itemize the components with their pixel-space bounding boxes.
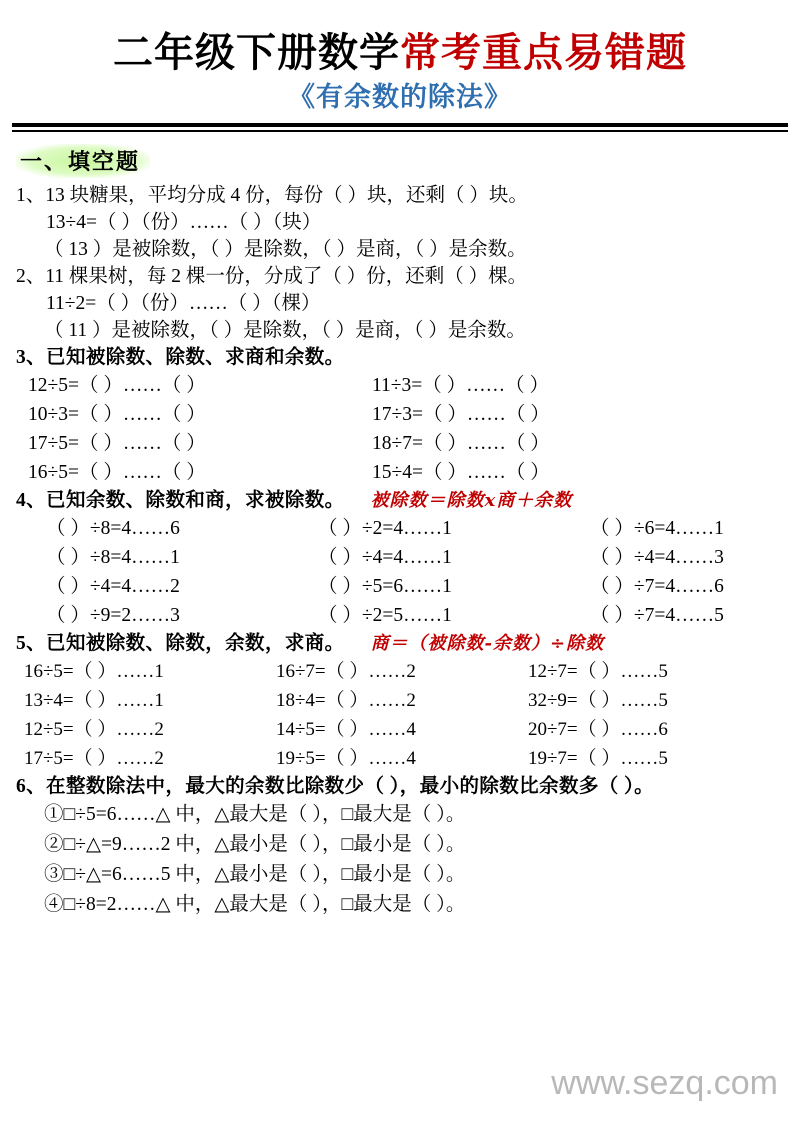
equation-cell: （ ）÷2=4……1 xyxy=(318,518,452,540)
question-3-heading: 3、已知被除数、除数、求商和余数。 xyxy=(16,347,345,369)
equation-cell: 32÷9=（ ）……5 xyxy=(528,690,668,712)
question-1-line-2: 13÷4=（ ）（份）……（ ）（块） xyxy=(46,212,322,234)
question-6-item-4: ④□÷8=2……△ 中，△最大是（ ），□最大是（ ）。 xyxy=(44,894,466,916)
equation-cell: （ ）÷9=2……3 xyxy=(46,605,180,627)
title-block xyxy=(0,0,800,114)
table-row xyxy=(28,371,800,400)
equation-cell: （ ）÷7=4……6 xyxy=(590,576,724,598)
question-5-heading: 5、已知被除数、除数，余数，求商。 xyxy=(16,633,345,655)
equation-cell: （ ）÷2=5……1 xyxy=(318,605,452,627)
question-4-formula-note: 被除数＝除数x商＋余数 xyxy=(370,490,573,512)
equation-cell: 16÷5=（ ）……（ ） xyxy=(28,462,206,484)
equation-cell: 20÷7=（ ）……6 xyxy=(528,719,668,741)
equation-cell: 19÷5=（ ）……4 xyxy=(276,748,416,770)
equation-cell: （ ）÷5=6……1 xyxy=(318,576,452,598)
question-2-line-3: （ 11 ）是被除数，（ ）是除数，（ ）是商，（ ）是余数。 xyxy=(44,320,526,342)
question-6-heading: 6、在整数除法中，最大的余数比除数少（ ），最小的除数比余数多（ ）。 xyxy=(16,776,655,798)
equation-cell: 18÷4=（ ）……2 xyxy=(276,690,416,712)
equation-cell: 17÷5=（ ）……（ ） xyxy=(28,433,206,455)
table-row xyxy=(24,657,800,686)
equation-cell: （ ）÷4=4……3 xyxy=(590,547,724,569)
equation-cell: （ ）÷4=4……1 xyxy=(318,547,452,569)
table-row xyxy=(24,744,800,773)
header-divider xyxy=(12,123,788,132)
table-row xyxy=(28,458,800,487)
table-row xyxy=(28,400,800,429)
table-row xyxy=(46,543,800,572)
question-6-item-3: ③□÷△=6……5 中，△最小是（ ），□最小是（ ）。 xyxy=(44,864,466,886)
section-heading-fill-in-blanks: 一、填空题 xyxy=(16,144,150,178)
equation-cell: 10÷3=（ ）……（ ） xyxy=(28,404,206,426)
question-6-item-1: ①□÷5=6……△ 中，△最大是（ ），□最大是（ ）。 xyxy=(44,804,466,826)
question-5-formula-note: 商＝（被除数-余数）÷除数 xyxy=(370,633,605,655)
equation-cell: 12÷5=（ ）……（ ） xyxy=(28,375,206,397)
equation-cell: 16÷5=（ ）……1 xyxy=(24,661,164,683)
equation-cell: 11÷3=（ ）……（ ） xyxy=(372,375,549,397)
equation-cell: （ ）÷8=4……1 xyxy=(46,547,180,569)
question-1-line-3: （ 13 ）是被除数，（ ）是除数，（ ）是商，（ ）是余数。 xyxy=(44,239,527,261)
table-row xyxy=(46,601,800,630)
question-4-heading: 4、已知余数、除数和商，求被除数。 xyxy=(16,490,345,512)
question-2-line-1: 2、11 棵果树，每 2 棵一份，分成了（ ）份，还剩（ ）棵。 xyxy=(16,266,528,288)
equation-cell: 17÷5=（ ）……2 xyxy=(24,748,164,770)
equation-cell: （ ）÷7=4……5 xyxy=(590,605,724,627)
table-row xyxy=(24,686,800,715)
page-title xyxy=(0,30,800,76)
equation-cell: （ ）÷4=4……2 xyxy=(46,576,180,598)
equation-cell: 18÷7=（ ）……（ ） xyxy=(372,433,550,455)
section-heading-wrap xyxy=(0,132,800,182)
question-4-heading-row xyxy=(16,487,800,514)
equation-cell: 15÷4=（ ）……（ ） xyxy=(372,462,550,484)
site-watermark: www.sezq.com xyxy=(551,1064,778,1102)
question-3-grid xyxy=(28,371,800,487)
table-row xyxy=(24,715,800,744)
table-row xyxy=(46,514,800,543)
equation-cell: 17÷3=（ ）……（ ） xyxy=(372,404,550,426)
equation-cell: 12÷7=（ ）……5 xyxy=(528,661,668,683)
question-1-line-1: 1、13 块糖果，平均分成 4 份，每份（ ）块，还剩（ ）块。 xyxy=(16,185,528,207)
table-row xyxy=(46,572,800,601)
question-5-grid xyxy=(24,657,800,773)
page-subtitle: 《有余数的除法》 xyxy=(288,82,512,113)
equation-cell: （ ）÷6=4……1 xyxy=(590,518,724,540)
equation-cell: 14÷5=（ ）……4 xyxy=(276,719,416,741)
question-2-line-2: 11÷2=（ ）（份）……（ ）（棵） xyxy=(46,293,321,315)
table-row xyxy=(28,429,800,458)
question-4-grid xyxy=(46,514,800,630)
equation-cell: 12÷5=（ ）……2 xyxy=(24,719,164,741)
equation-cell: 13÷4=（ ）……1 xyxy=(24,690,164,712)
equation-cell: 16÷7=（ ）……2 xyxy=(276,661,416,683)
question-5-heading-row xyxy=(16,630,800,657)
question-6-item-2: ②□÷△=9……2 中，△最小是（ ），□最小是（ ）。 xyxy=(44,834,466,856)
equation-cell: （ ）÷8=4……6 xyxy=(46,518,180,540)
title-part-black: 二年级下册数学 xyxy=(113,29,400,76)
title-part-red: 常考重点易错题 xyxy=(400,29,687,76)
equation-cell: 19÷7=（ ）……5 xyxy=(528,748,668,770)
